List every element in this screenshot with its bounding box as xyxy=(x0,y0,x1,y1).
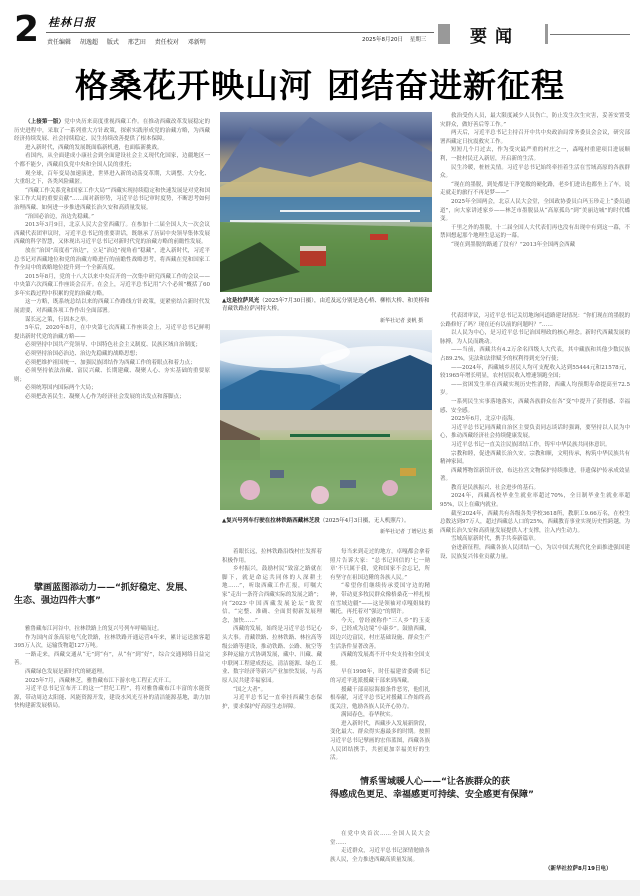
paragraph: 每当来到走过的地方，卓嘎都会拿着照片告诉大家：“总书记回信的‘七一勋章’不只属于我，党和国家不会忘记，所有坚守在祖国边陲的各族人民。” xyxy=(330,549,430,581)
paragraph: 宗教和睦，促进西藏长治久安。宗教和顺，文明传承，构筑中华民族共有精神家园。 xyxy=(440,450,630,466)
paragraph: “西藏工作关系党和国家工作大局”“西藏实现持续稳定和快速发展是对党和国家工作大局的重要贡献”……面对新形势，习近平总书记审时度势，不断思考如何治理西藏、如何进一步推进西藏长治久安和高质量发展。 xyxy=(14,187,210,211)
paragraph: 一路走来，西藏交通从“无”到“有”，从“有”到“好”，综合交通网络日益完善。 xyxy=(14,651,210,667)
editor-name: 胡逸超 xyxy=(79,39,98,46)
paragraph-text: 党中央历来高度重视西藏工作。在推动西藏改革发展稳定的历史进程中，采取了一系列重大方针政策，探索实践形成党的治藏方略，为西藏经济持续发展、社会持续稳定、民生持续改善提供了根本保障。 xyxy=(14,119,210,143)
paragraph: 着眼长远，拉林铁路沿线村庄发挥着积极作用。 xyxy=(222,549,322,564)
photo-caption-2 xyxy=(222,517,434,525)
lhasa-scene-illustration xyxy=(220,112,432,292)
paragraph: 救治受伤人员，最大限度减少人员伤亡，防止发生次生灾害，妥善安置受灾群众，做好善后等工作。” xyxy=(440,113,630,128)
paragraph: ——2024年，西藏城乡居民人均可支配收入达到55444元和21578元，较1965年增长明显，农村居民收入增速领跑全国； xyxy=(440,364,630,380)
caption-detail: （2025年7月30日摄），由近及远分别是迭心桥、柳梧大桥、和美桥和青藏铁路拉萨河特大桥。 xyxy=(222,298,430,312)
paragraph: 谋长远之策，行固本之举。 xyxy=(25,316,92,323)
subheading-line: 生态、强边四件大事” xyxy=(14,596,101,606)
caption-marker: ▲ xyxy=(222,518,227,524)
paragraph: 习近平总书记同西藏自治区主要负责同志谈话时强调，要坚持以人民为中心，推动西藏经济社会持续健康发展。 xyxy=(440,424,630,440)
paragraph: 教育是民族振兴、社会进步的基石。 xyxy=(451,484,540,491)
proofreader-label: 责任校对 xyxy=(154,39,179,46)
date-text: 2025年8月20日 xyxy=(362,37,403,43)
paragraph: 一系列民生实事落地落实，西藏各族群众在各“变”中提升了获得感、幸福感、安全感。 xyxy=(440,398,630,414)
caption-marker: ▲ xyxy=(222,298,227,304)
subheading-line: 擘画蓝图添动力——“抓好稳定、发展、 xyxy=(34,583,193,593)
paragraph: 以人民为中心，是习近平总书记治国理政的核心理念。新时代西藏发展的脉搏，为人民而跳动。 xyxy=(440,330,630,345)
subheading-line: 情系雪域暖人心——“让各族群众的获 xyxy=(360,777,510,787)
paragraph: 观全球，百年变局加速演进，世界进入新的动荡变革期，大调整、大分化、大重组之下，各类风险藏匿。 xyxy=(14,170,210,186)
paragraph: “现在的墨脱，到处都是干净宽敞的硬化路，老乡们进出也都坐上了车，说走就走的旅行不再是梦——” xyxy=(440,181,630,197)
article-column-1 xyxy=(14,118,210,578)
editor-label: 责任编辑 xyxy=(47,39,72,46)
headline-part-1: 格桑花开映山河 xyxy=(75,66,313,105)
paragraph: 走近群众，习近平总书记深情勉励各族人民，全力推进西藏高质量发展。 xyxy=(330,848,430,863)
page-bottom-margin xyxy=(0,880,640,896)
article-column-1-continued xyxy=(14,625,210,870)
paragraph: “治国必治边，治边先稳藏。” xyxy=(25,213,94,220)
page-number: 2 xyxy=(14,9,40,50)
paragraph: 2025年7月，西藏林芝，雅鲁藏布江下游水电工程正式开工。 xyxy=(25,677,175,684)
paragraph: 进入新时代，西藏步入发展新阶段，变化最大、群众得实惠最多的时期。按照习近平总书记擘画的宏伟蓝图，西藏各族人民团结携手，共创更加幸福美好的生活。 xyxy=(330,720,430,762)
paragraph: 这一方略，既系统总结以来的西藏工作路线方针政策，更紧密结合新时代发展需要，对西藏各项工作作出全面部署。 xyxy=(14,299,210,315)
paragraph: 奋进新征程，西藏各族人民团结一心，为以中国式现代化全面推进强国建设、民族复兴伟业贡献力量。 xyxy=(440,545,630,560)
paragraph: 满园春色，春华秋实。 xyxy=(341,712,397,719)
paragraph: 在党中央首次……全国人民大会堂…… xyxy=(330,831,430,846)
paragraph: 代表团审议，习近平总书记关切地询问道路建设情况：“你们现在的墨脱的公路修好了吗？现在还有以前的问题吗？”…… xyxy=(440,313,630,328)
photo-credit-2: 新华社记者 丁增尼达 摄 xyxy=(380,529,434,535)
paragraph: 2024年，西藏高校毕业生就业率超过70%，全日制毕业生就业率超95%，以上在藏内就业。 xyxy=(440,493,630,509)
paragraph: 西藏绿色发展是新时代的硬道理。 xyxy=(25,668,108,675)
caption-detail: （2025年4月3日摄，无人机照片）。 xyxy=(319,518,410,524)
paragraph: 习近平总书记宣布开工的这一“世纪工程”，将对雅鲁藏布江丰富的水能资源，带动周边太阳能、风能资源开发，建设水风光互补的清洁能源基地，助力加快构建新发展格局。 xyxy=(14,686,210,710)
paragraph: 西藏的发展离不开中央支持和全国支援。 xyxy=(330,652,430,667)
paragraph: 千里之外的墨脱，十二届全国人大代表们再也没有出现中有到这一幕，不禁回想起那个地理生息运的一幕。 xyxy=(440,224,630,240)
paragraph: 雪域高原新时代，携手共奏新篇章。 xyxy=(451,536,540,543)
paragraph: 西藏博物馆新馆开放，布达拉宫文物保护持续推进，非遗保护传承成效显著。 xyxy=(440,467,630,483)
paragraph: “国之大者”。 xyxy=(233,686,267,693)
article-column-2 xyxy=(222,548,322,870)
masthead-rule xyxy=(550,34,630,35)
paragraph: 援藏干部高原海拔条件恶劣，他们扎根奉献，习近平总书记对援藏工作始终高度关注，勉励各族人民齐心协力。 xyxy=(330,686,430,710)
section-marker-block xyxy=(438,24,450,44)
article-column-3 xyxy=(330,548,430,770)
article-column-3-continued xyxy=(330,830,430,870)
paragraph: 2025年全国两会，北京人民大会堂，全国政协委员白玛玉珍走上“委员通道”，向大家讲述家乡——林芝市墨脱县从“高原孤岛”到“美丽边城”的时代蝶变。 xyxy=(440,198,630,223)
weekday-text: 星期三 xyxy=(409,37,427,43)
photo-lhasa-landscape xyxy=(220,112,432,292)
paragraph xyxy=(14,118,210,144)
caption-title: 这是拉萨风光 xyxy=(226,298,260,304)
paragraph: 民生冷暖，桩桩关情。习近平总书记始终牵挂着生活在雪域高原的各族群众。 xyxy=(440,164,630,180)
paragraph: 必须坚持中国共产党领导、中国特色社会主义制度、民族区域自治制度； xyxy=(25,342,202,349)
paragraph: 放在“治国”高度看“治边”，立足“治边”视角看“稳藏”，进入新时代，习近平总书记对西藏地位和党的治藏方略进行的前瞻性战略思考，将西藏在党和国家工作全局中的战略地位提升到一个全新高度。 xyxy=(14,247,210,272)
paragraph: 雅鲁藏布江河谷中，拉林铁路上的复兴号列车呼啸而过。 xyxy=(25,626,163,632)
paragraph: 乡村振兴，鼓励村民“致富之路就在脚下，就是命运共同体的人深耕土地……”，听取西藏工作汇报，叮嘱大家“走出一条符合西藏实际的发展之路”；向“2023·中国西藏发展论坛”致贺信，“完整、准确、全面贯彻新发展理念，加快……” xyxy=(222,566,322,624)
paragraph: ——贫困发生率在西藏实现历史性消除，西藏人均预期寿命提高至72.5岁。 xyxy=(440,381,630,397)
subheading-1 xyxy=(14,582,214,608)
main-headline xyxy=(0,60,640,107)
section-marker-bar xyxy=(545,24,548,44)
continued-marker: （上接第一版） xyxy=(25,119,65,125)
paragraph: “希望你们继续传承爱国守边的精神，带动更多牧民群众像格桑花一样扎根在雪域边疆”——这是领袖对卓嘎姐妹的嘱托，再托着对“强边”的期许。 xyxy=(330,583,430,616)
masthead xyxy=(0,0,640,48)
paragraph: 西藏的发展，始终是习近平总书记心头大事。青藏铁路、拉林铁路、林拉高等级公路等建设，推动铁路、公路、航空等多种运输方式协调发展，藏中、川藏、藏中联网工程建成投运，清洁能源、绿色工业、数字经济等新兴产业加快发展，与高原人民共建幸福家园。 xyxy=(222,626,322,684)
paragraph: 今天，曾经被称作“三人乡”的玉麦乡，已经成为边境“小康乡”。鼓励西藏，固边兴边富民，村庄基础设施、群众生产生活条件显著改善。 xyxy=(330,617,430,650)
paragraph: 必须把改善民生、凝聚人心作为经济社会发展的出发点和落脚点； xyxy=(25,394,185,400)
subheading-line: 得感成色更足、幸福感更可持续、安全感更有保障” xyxy=(330,790,534,800)
photo-caption-1 xyxy=(222,297,434,313)
article-byline: （新华社拉萨8月19日电） xyxy=(545,866,612,872)
issue-date xyxy=(362,35,431,43)
photo-credit-1: 新华社记者 姜帆 摄 xyxy=(380,318,424,324)
paragraph: 两天后，习近平总书记主持召开中共中央政治局常务委员会会议，研究部署西藏定日抗震救灾工作。 xyxy=(440,130,630,145)
caption-title: 复兴号列车行驶在拉林铁路西藏林芝段 xyxy=(226,518,320,524)
layout-label: 版式 xyxy=(106,39,119,46)
photo-nyingchi-train xyxy=(220,330,432,510)
paper-name-logo: 桂林日报 xyxy=(48,16,96,29)
paragraph: 习近平总书记一直关注民族团结工作，铸牢中华民族共同体意识。 xyxy=(451,441,611,448)
paragraph: 必须把维护祖国统一、加强民族团结作为西藏工作的着眼点和着力点； xyxy=(25,359,196,366)
paragraph: 5年后，2020年8月，在中央第七次西藏工作座谈会上，习近平总书记鲜明提出新时代党的治藏方略—— xyxy=(14,325,210,340)
article-column-4 xyxy=(440,112,630,308)
paragraph: 作为国内首条高原电气化铁路，拉林铁路开通运营4年来，累计运送旅客超395万人次，运输货物超127万吨。 xyxy=(14,634,210,650)
article-column-4-continued xyxy=(440,312,630,850)
paragraph: 截至2024年，西藏共有各级各类学校3618所，教职工9.66万名，在校生总数达到97万人，超过西藏总人口的25%，西藏教育事业实现历史性跨越，为西藏长治久安和高质量发展提供人才支撑，注入内生动力。 xyxy=(440,510,630,534)
paragraph: 2013年3月9日，北京人民大会堂西藏厅。在参加十二届全国人大一次会议西藏代表团审议时，习近平总书记的重要讲话，既继承了历届中央领导集体发展西藏的科学智慧，又体现出习近平总书记对新时代党的治藏方略的前瞻性发展。 xyxy=(14,222,210,246)
proofreader-name: 邓新明 xyxy=(187,39,206,46)
paragraph: 必须坚持治国必治边、治边先稳藏的战略思想； xyxy=(25,351,141,358)
paragraph: 看国内，从全面建成小康社会到全面建设社会主义现代化国家，边疆地区一个都不能少，西藏肩负党中央和全国人民的重托； xyxy=(14,153,210,168)
masthead-rule xyxy=(316,32,434,33)
paragraph: 2015年8月，党的十八大以来中央召开的一次集中研究西藏工作的会议——中央第六次西藏工作座谈会召开。在会上，习近平总书记用“六个必须”概括了60多年实践过程中积累的党的治藏方略。 xyxy=(14,273,210,297)
nyingchi-scene-illustration xyxy=(220,330,432,510)
paragraph: 2025年6月，北京中南海。 xyxy=(451,416,518,423)
paragraph: 早在1998年，时任福建省委副书记的习近平选派援藏干部来到西藏。 xyxy=(330,669,430,684)
paragraph: 短短几个月过去，作为受灾最严重的村庄之一，森嘎村重建项目进展顺利，一批村民迁入新居，开启新的生活。 xyxy=(440,147,630,162)
headline-part-2: 团结奋进新征程 xyxy=(327,66,565,105)
paragraph: 进入新时代，西藏的发展既面临新机遇，也面临新挑战。 xyxy=(25,144,163,151)
paragraph: 必须坚持依法治藏、富民兴藏、长期建藏、凝聚人心、夯实基础的重要原则； xyxy=(14,368,210,383)
paragraph: ——当前，西藏共有4.2万余名四级人大代表，其中藏族和其他少数民族占89.2%，宪法和法律赋予的权利得到充分行使； xyxy=(440,347,630,362)
paragraph: “现在到墨脱的路通了没有？”2013年全国两会西藏 xyxy=(451,241,576,248)
paragraph: 必须统筹国内国际两个大局； xyxy=(25,385,97,392)
editor-credits xyxy=(47,37,213,46)
paragraph: 习近平总书记一直牵挂西藏生态保护，要求保护好高原生态屏障。 xyxy=(222,695,322,710)
masthead-rule xyxy=(46,32,316,33)
layout-name: 邢艺田 xyxy=(127,39,146,46)
section-title: 要闻 xyxy=(470,27,520,47)
